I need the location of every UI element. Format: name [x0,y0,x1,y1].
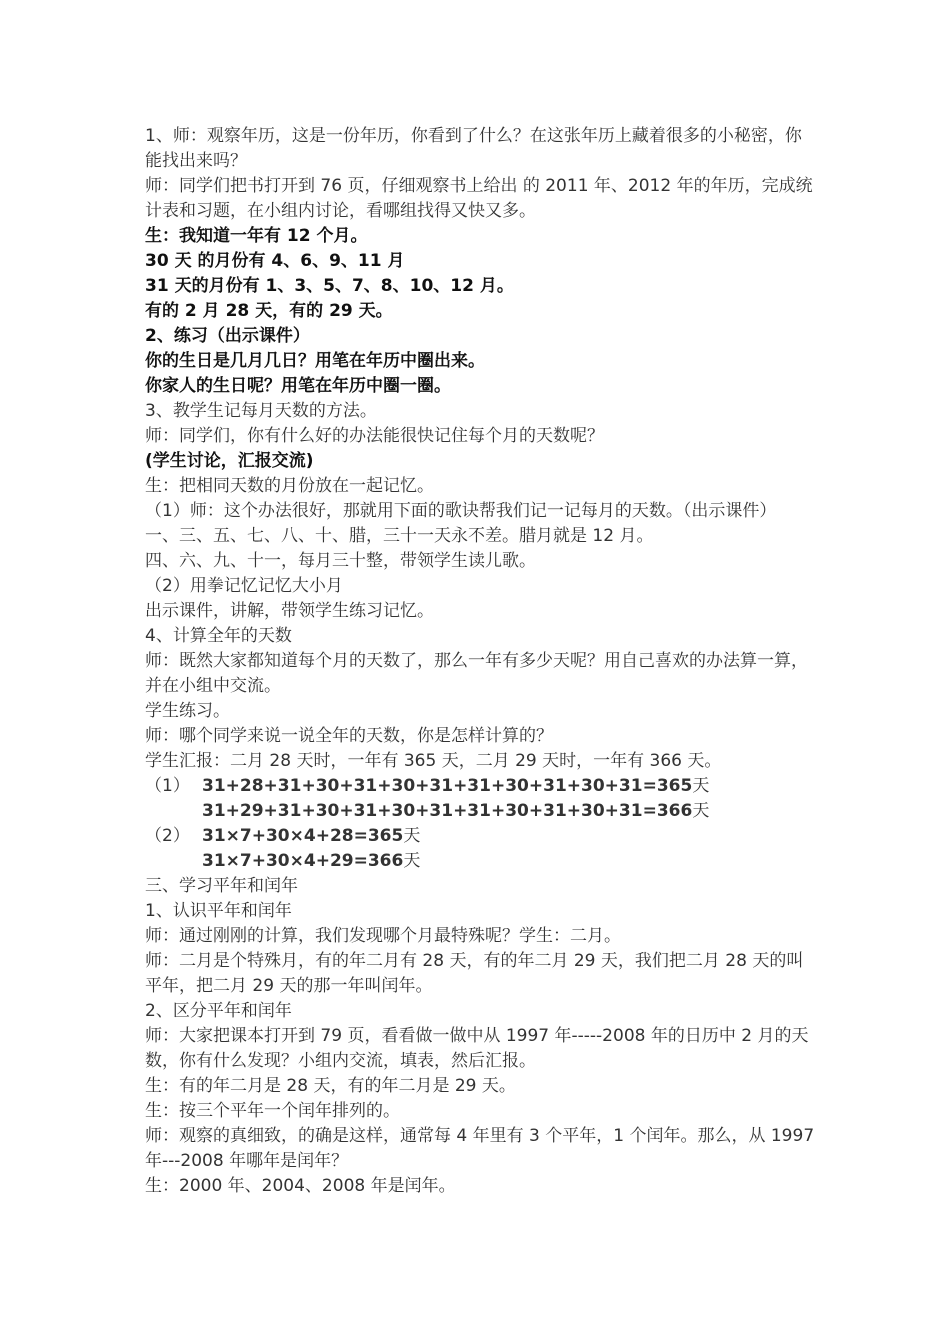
formula-expression: 31×7+30×4+29=366 [202,851,404,871]
heading-distinguish: 2、区分平年和闰年 [145,1001,292,1021]
formula-label: （1） [145,776,190,796]
formula-unit: 天 [403,851,421,871]
document-page [145,124,820,1199]
para-leap-years-answer: 生：2000 年、2004、2008 年是闰年。 [145,1176,456,1196]
para-special-month: 师：通过刚刚的计算，我们发现哪个月最特殊呢？学生：二月。 [145,926,621,946]
heading-memory-method: 3、教学生记每月天数的方法。 [145,401,377,421]
para-open-book-79: 师：大家把课本打开到 79 页，看看做一做中从 1997 年-----2008 年的日历中 2 月的天数，你有什么发现？小组内交流，填表，然后汇报。 [145,1026,809,1071]
formula-expression: 31+28+31+30+31+30+31+31+30+31+30+31=365 [202,776,693,796]
para-song-line-2: 四、六、九、十一，每月三十整，带领学生读儿歌。 [145,551,536,571]
para-how-many-days: 师：既然大家都知道每个月的天数了，那么一年有多少天呢？用自己喜欢的办法算一算，并在小组中交流。 [145,651,808,696]
formula-unit: 天 [692,801,710,821]
formula-label [145,799,202,824]
heading-know-leap-year: 1、认识平年和闰年 [145,901,292,921]
formula-label [145,849,202,874]
formula-row [145,799,815,824]
para-family-birthday: 你家人的生日呢？用笔在年历中圈一圈。 [145,376,451,396]
para-fist-method: （2）用拳记忆记忆大小月 [145,576,343,596]
formula-expression: 31×7+30×4+28=365 [202,826,404,846]
para-teacher-question: 师：同学们，你有什么好的办法能很快记住每个月的天数呢？ [145,426,604,446]
para-30-day-months: 30 天 的月份有 4、6、9、11 月 [145,251,405,271]
formula-row [145,774,815,799]
para-student-discussion: (学生讨论，汇报交流) [145,451,314,471]
para-student-practice: 学生练习。 [145,701,230,721]
para-song-method: （1）师：这个办法很好，那就用下面的歌诀帮我们记一记每月的天数。（出示课件） [145,501,777,521]
para-song-line-1: 一、三、五、七、八、十、腊，三十一天永不差。腊月就是 12 月。 [145,526,654,546]
formula-row [145,849,815,874]
heading-practice: 2、练习（出示课件） [145,326,310,346]
para-group-memory: 生：把相同天数的月份放在一起记忆。 [145,476,434,496]
heading-leap-year: 三、学习平年和闰年 [145,876,298,896]
para-twelve-months: 生：我知道一年有 12 个月。 [145,226,368,246]
para-who-explains: 师：哪个同学来说一说全年的天数，你是怎样计算的？ [145,726,553,746]
formula-row [145,824,815,849]
para-define-leap-year: 师：二月是个特殊月，有的年二月有 28 天，有的年二月 29 天，我们把二月 28 天的叫平年，把二月 29 天的那一年叫闰年。 [145,951,804,996]
para-pattern: 生：按三个平年一个闰年排列的。 [145,1101,400,1121]
para-show-courseware: 出示课件，讲解，带领学生练习记忆。 [145,601,434,621]
formula-label: （2） [145,826,190,846]
para-31-day-months: 31 天的月份有 1、3、5、7、8、10、12 月。 [145,276,514,296]
para-february-days: 有的 2 月 28 天，有的 29 天。 [145,301,393,321]
para-observe-calendar: 1、师：观察年历，这是一份年历，你看到了什么？在这张年历上藏着很多的小秘密，你能找出来吗？ [145,126,802,171]
formula-unit: 天 [403,826,421,846]
para-feb-observation: 生：有的年二月是 28 天，有的年二月是 29 天。 [145,1076,516,1096]
para-birthday: 你的生日是几月几日？用笔在年历中圈出来。 [145,351,485,371]
heading-year-days: 4、计算全年的天数 [145,626,292,646]
para-every-four-years: 师：观察的真细致，的确是这样，通常每 4 年里有 3 个平年，1 个闰年。那么，从 1997 年---2008 年哪年是闰年？ [145,1126,820,1171]
formula-unit: 天 [692,776,710,796]
para-student-report: 学生汇报：二月 28 天时，一年有 365 天，二月 29 天时，一年有 366 天。 [145,751,722,771]
para-open-book-76: 师：同学们把书打开到 76 页，仔细观察书上给出 的 2011 年、2012 年的年历，完成统计表和习题，在小组内讨论，看哪组找得又快又多。 [145,176,813,221]
formula-expression: 31+29+31+30+31+30+31+31+30+31+30+31=366 [202,801,693,821]
